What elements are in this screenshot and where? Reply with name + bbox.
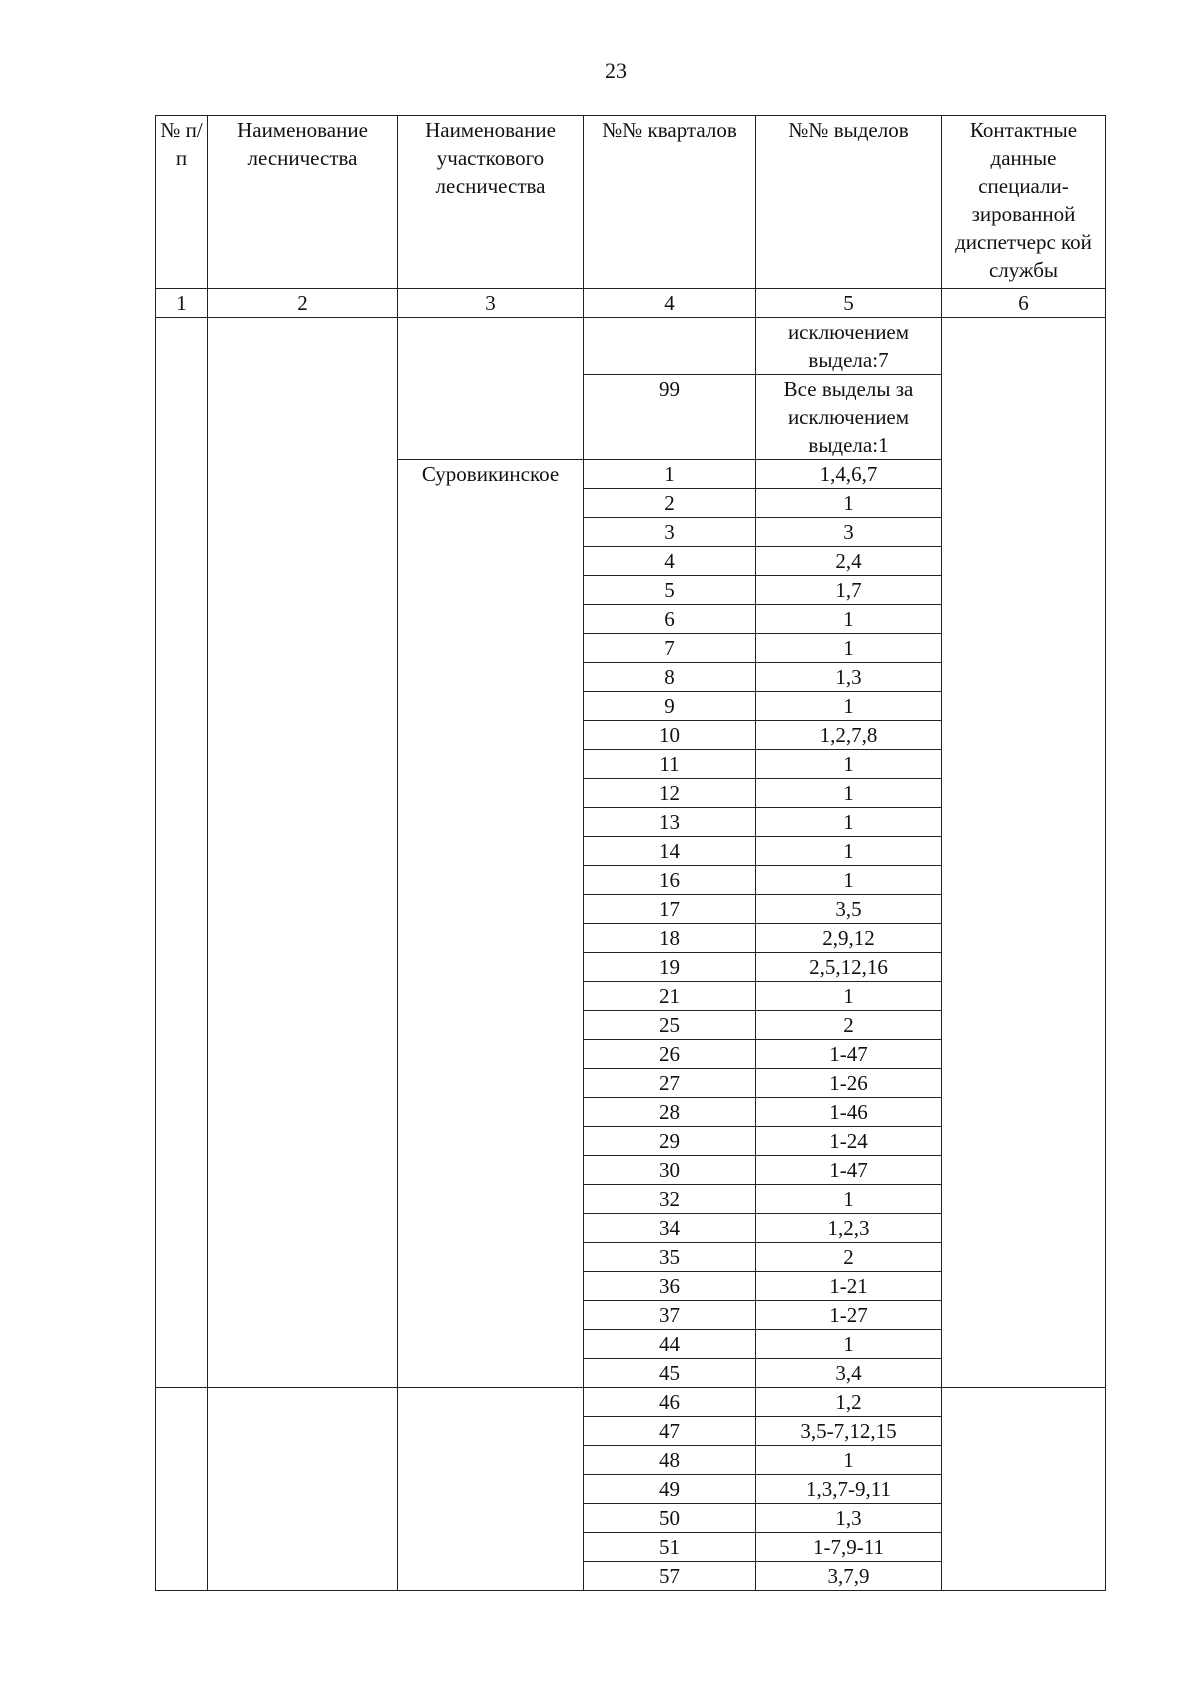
sections-cell: 1 [756,1330,942,1359]
quarter-cell: 17 [584,895,756,924]
district-cell [398,318,584,460]
sections-cell: 1 [756,837,942,866]
sections-cell: 1,3 [756,663,942,692]
sections-cell: 2 [756,1011,942,1040]
quarter-cell: 13 [584,808,756,837]
quarter-cell: 45 [584,1359,756,1388]
quarter-cell: 99 [584,375,756,460]
sections-cell: 1 [756,779,942,808]
index-cell [156,318,208,1388]
sections-cell: 3,4 [756,1359,942,1388]
sections-cell: 1-47 [756,1156,942,1185]
quarter-cell: 30 [584,1156,756,1185]
sections-cell: 1-7,9-11 [756,1533,942,1562]
quarter-cell: 12 [584,779,756,808]
quarter-cell: 34 [584,1214,756,1243]
quarter-cell: 5 [584,576,756,605]
quarter-cell: 57 [584,1562,756,1591]
quarter-cell: 7 [584,634,756,663]
quarter-cell: 18 [584,924,756,953]
contacts-cell [942,1388,1106,1591]
sections-cell: 1-47 [756,1040,942,1069]
table-row [156,1388,1106,1417]
header-contacts: Контактные данные специали-зированной диспетчерс кой службы [942,116,1106,289]
sections-cell: 3,5-7,12,15 [756,1417,942,1446]
col-number: 4 [584,289,756,318]
quarter-cell: 16 [584,866,756,895]
sections-cell: 1-21 [756,1272,942,1301]
quarter-cell: 21 [584,982,756,1011]
quarter-cell: 32 [584,1185,756,1214]
sections-cell: 3 [756,518,942,547]
quarter-cell: 1 [584,460,756,489]
col-number: 5 [756,289,942,318]
col-number: 1 [156,289,208,318]
quarter-cell: 37 [584,1301,756,1330]
header-quarters: №№ кварталов [584,116,756,289]
forestry-cell [208,318,398,1388]
forest-sections-table [155,115,1106,1591]
sections-cell: 2,5,12,16 [756,953,942,982]
header-district-forestry: Наименование участкового лесничества [398,116,584,289]
sections-cell: 3,5 [756,895,942,924]
col-number: 6 [942,289,1106,318]
quarter-cell: 47 [584,1417,756,1446]
district-name-cell: Суровикинское [398,460,584,1388]
sections-cell: 1,3,7-9,11 [756,1475,942,1504]
quarter-cell: 11 [584,750,756,779]
contacts-cell [942,318,1106,1388]
quarter-cell: 51 [584,1533,756,1562]
quarter-cell [584,318,756,375]
quarter-cell: 25 [584,1011,756,1040]
sections-cell: 1 [756,866,942,895]
quarter-cell: 14 [584,837,756,866]
sections-cell: 2 [756,1243,942,1272]
sections-cell: 1 [756,982,942,1011]
sections-cell: 1-24 [756,1127,942,1156]
sections-cell: 2,9,12 [756,924,942,953]
quarter-cell: 49 [584,1475,756,1504]
sections-cell: 1,7 [756,576,942,605]
sections-cell: 1,3 [756,1504,942,1533]
sections-cell: 1 [756,605,942,634]
sections-cell: 1 [756,489,942,518]
quarter-cell: 28 [584,1098,756,1127]
sections-cell: 1,2,7,8 [756,721,942,750]
quarter-cell: 35 [584,1243,756,1272]
sections-cell: 2,4 [756,547,942,576]
quarter-cell: 3 [584,518,756,547]
quarter-cell: 8 [584,663,756,692]
district-cell [398,1388,584,1591]
quarter-cell: 27 [584,1069,756,1098]
page-number: 23 [605,58,627,83]
quarter-cell: 46 [584,1388,756,1417]
quarter-cell: 9 [584,692,756,721]
header-index: № п/п [156,116,208,289]
sections-cell: 1 [756,1446,942,1475]
sections-cell: 1 [756,1185,942,1214]
header-forestry: Наименование лесничества [208,116,398,289]
sections-cell: 1,4,6,7 [756,460,942,489]
quarter-cell: 36 [584,1272,756,1301]
sections-cell: 1 [756,808,942,837]
sections-cell: 1 [756,750,942,779]
sections-cell: 3,7,9 [756,1562,942,1591]
sections-cell: 1 [756,692,942,721]
sections-cell: 1-27 [756,1301,942,1330]
index-cell [156,1388,208,1591]
header-row [156,116,1106,289]
quarter-cell: 4 [584,547,756,576]
quarter-cell: 50 [584,1504,756,1533]
col-number: 2 [208,289,398,318]
forestry-cell [208,1388,398,1591]
sections-cell: 1-46 [756,1098,942,1127]
sections-cell: 1,2,3 [756,1214,942,1243]
quarter-cell: 29 [584,1127,756,1156]
quarter-cell: 44 [584,1330,756,1359]
sections-cell: Все выделы за исключением выдела:1 [756,375,942,460]
quarter-cell: 2 [584,489,756,518]
quarter-cell: 26 [584,1040,756,1069]
sections-cell: 1-26 [756,1069,942,1098]
sections-cell: 1 [756,634,942,663]
header-number-row [156,289,1106,318]
quarter-cell: 19 [584,953,756,982]
quarter-cell: 10 [584,721,756,750]
sections-cell: 1,2 [756,1388,942,1417]
table-row [156,318,1106,375]
quarter-cell: 6 [584,605,756,634]
quarter-cell: 48 [584,1446,756,1475]
sections-cell: исключением выдела:7 [756,318,942,375]
header-sections: №№ выделов [756,116,942,289]
col-number: 3 [398,289,584,318]
